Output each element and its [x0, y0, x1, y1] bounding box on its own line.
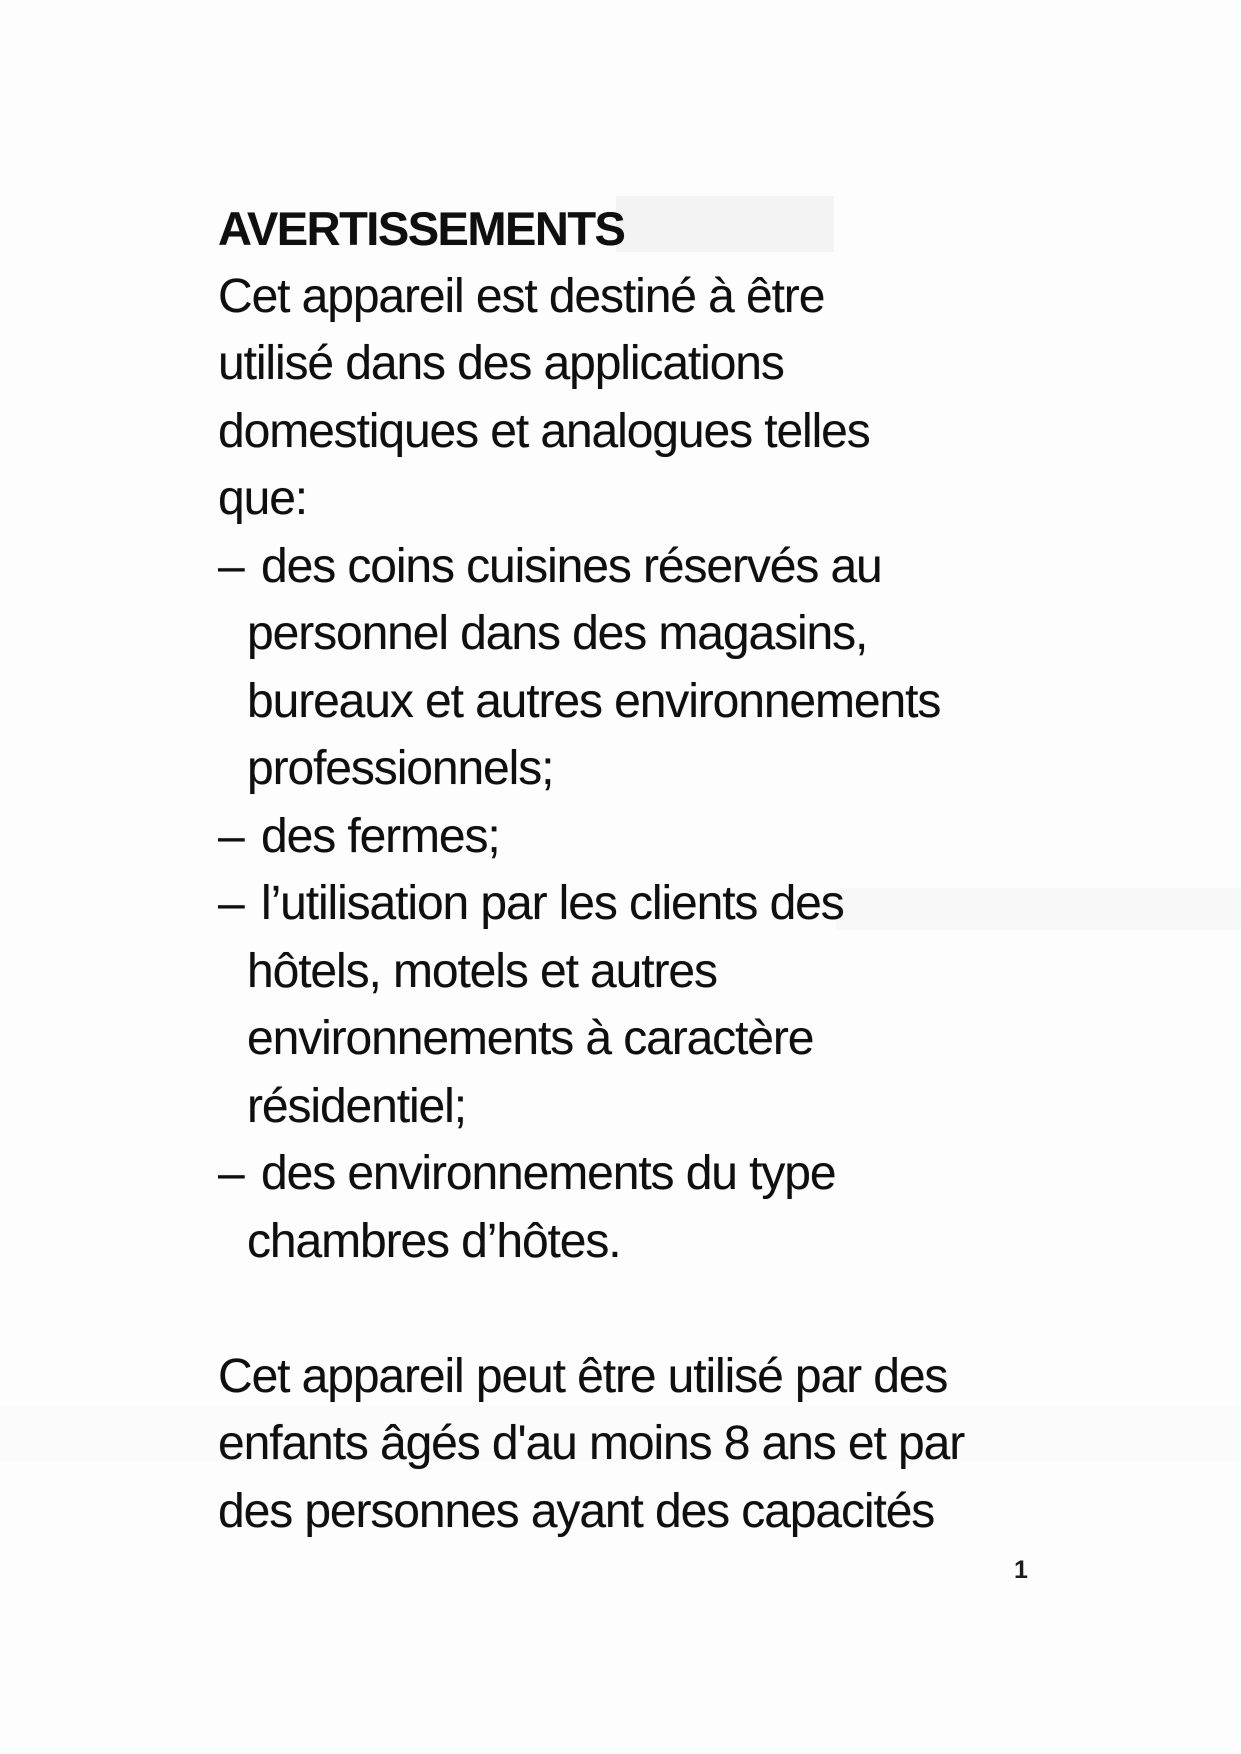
bullet-line [218, 870, 1078, 938]
bullet-dash: – [218, 809, 244, 863]
warnings-text-block [218, 195, 1078, 1545]
paragraph-line: Cet appareil est destiné à être [218, 269, 825, 323]
paragraph-line: enfants âgés d'au moins 8 ans et par [218, 1417, 965, 1470]
bullet-line-continuation: professionnels; [247, 742, 554, 795]
section-heading: AVERTISSEMENTS [218, 202, 625, 255]
paragraph-line: domestiques et analogues telles [218, 404, 870, 458]
bullet-dash: – [218, 877, 244, 930]
bullet-dash: – [218, 539, 244, 593]
bullet-line-text: des environnements du type [261, 1147, 836, 1200]
bullet-line-text: des fermes; [261, 809, 500, 863]
bullet-line-continuation: bureaux et autres environnements [247, 674, 941, 728]
bullet-line-continuation: environnements à caractère [247, 1012, 814, 1065]
bullet-line-continuation: résidentiel; [247, 1079, 466, 1133]
bullet-line [218, 803, 1078, 871]
blank-line [218, 1275, 1078, 1343]
paragraph-line: Cet appareil peut être utilisé par des [218, 1349, 948, 1403]
bullet-line-text: des coins cuisines réservés au [261, 539, 882, 593]
page-number: 1 [1014, 1556, 1028, 1584]
paragraph-line: des personnes ayant des capacités [218, 1484, 935, 1538]
bullet-line [218, 533, 1078, 601]
bullet-line-continuation: personnel dans des magasins, [247, 607, 868, 660]
paragraph-line: que: [218, 472, 308, 525]
paragraph-line: utilisé dans des applications [218, 337, 784, 390]
bullet-line-continuation: chambres d’hôtes. [247, 1214, 621, 1268]
bullet-line [218, 1140, 1078, 1208]
bullet-line-text: l’utilisation par les clients des [261, 877, 844, 930]
bullet-dash: – [218, 1147, 244, 1200]
bullet-line-continuation: hôtels, motels et autres [247, 944, 717, 998]
